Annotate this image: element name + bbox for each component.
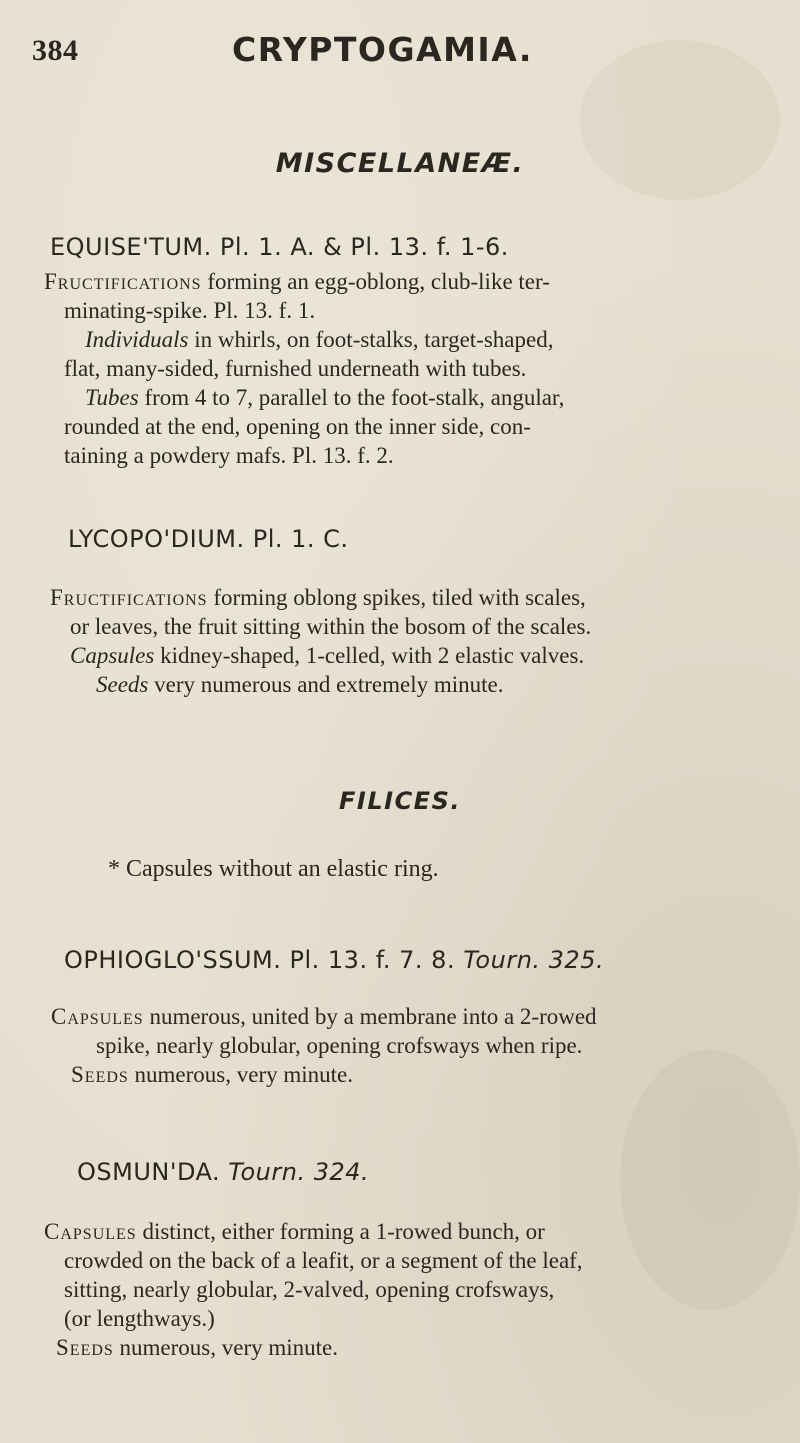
genus-heading-lycopodium <box>68 525 349 553</box>
text-line <box>44 1217 583 1246</box>
text-line <box>50 641 591 670</box>
genus-heading-osmunda <box>77 1158 369 1186</box>
lycopodium-description <box>50 583 591 699</box>
genus-heading-equisetum <box>50 233 509 261</box>
text-line <box>44 267 564 296</box>
line-lead: Tubes <box>85 385 139 410</box>
plate-reference: Pl. 1. C. <box>252 525 349 553</box>
line-text: forming an egg-oblong, club-like ter- <box>201 269 550 294</box>
line-text: taining a powdery mafs. Pl. 13. f. 2. <box>64 443 394 468</box>
text-line <box>44 441 564 470</box>
paper-stain <box>620 1050 800 1310</box>
genus-heading-ophioglossum <box>64 946 604 974</box>
equisetum-description <box>44 267 564 470</box>
osmunda-description <box>44 1217 583 1362</box>
genus-name: LYCOPO'DIUM. <box>68 525 245 553</box>
line-lead: Individuals <box>85 327 189 352</box>
text-line <box>44 325 564 354</box>
text-line <box>44 1275 583 1304</box>
text-line <box>51 1060 597 1089</box>
plate-reference: Pl. 1. A. & Pl. 13. f. 1-6. <box>219 233 509 261</box>
text-line <box>50 670 591 699</box>
text-line <box>44 1246 583 1275</box>
tournefort-reference: Tourn. 324. <box>228 1158 370 1186</box>
line-lead: Fructifications <box>44 269 202 294</box>
line-text: (or lengthways.) <box>64 1306 215 1331</box>
text-line <box>44 383 564 412</box>
line-text: numerous, very minute. <box>113 1335 339 1360</box>
genus-name: EQUISE'TUM. <box>50 233 212 261</box>
text-line <box>50 612 591 641</box>
line-lead: Seeds <box>71 1062 129 1087</box>
text-line <box>50 583 591 612</box>
line-text: in whirls, on foot-stalks, target-shaped, <box>188 327 554 352</box>
text-line <box>44 1333 583 1362</box>
text-line <box>44 1304 583 1333</box>
line-text: from 4 to 7, parallel to the foot-stalk, angular, <box>138 385 565 410</box>
genus-name: OPHIOGLO'SSUM. <box>64 946 282 974</box>
page-number: 384 <box>32 34 79 67</box>
text-line <box>51 1002 597 1031</box>
tournefort-reference: Tourn. 325. <box>463 946 605 974</box>
line-lead: Fructifications <box>50 585 208 610</box>
line-text: numerous, united by a membrane into a 2-rowed <box>143 1004 597 1029</box>
page-header <box>32 28 752 78</box>
running-title: CRYPTOGAMIA. <box>232 30 533 69</box>
line-text: rounded at the end, opening on the inner side, con- <box>64 414 531 439</box>
text-line <box>44 354 564 383</box>
line-text: crowded on the back of a leafit, or a segment of the leaf, <box>64 1248 583 1273</box>
filices-subdivision-note: * Capsules without an elastic ring. <box>108 856 439 882</box>
line-lead: Capsules <box>70 643 155 668</box>
text-line <box>44 296 564 325</box>
line-text: minating-spike. Pl. 13. f. 1. <box>64 298 316 323</box>
ophioglossum-description <box>51 1002 597 1089</box>
section-heading-filices: FILICES. <box>339 787 461 815</box>
line-lead: Seeds <box>56 1335 114 1360</box>
plate-reference: Pl. 13. f. 7. 8. <box>289 946 456 974</box>
line-text: or leaves, the fruit sitting within the bosom of the scales. <box>70 614 592 639</box>
text-line <box>44 412 564 441</box>
line-text: spike, nearly globular, opening crofsways when ripe. <box>96 1033 583 1058</box>
line-text: kidney-shaped, 1-celled, with 2 elastic valves. <box>154 643 585 668</box>
line-text: sitting, nearly globular, 2-valved, opening crofsways, <box>64 1277 555 1302</box>
genus-name: OSMUN'DA. <box>77 1158 221 1186</box>
line-text: very numerous and extremely minute. <box>148 672 504 697</box>
line-text: numerous, very minute. <box>128 1062 354 1087</box>
line-text: forming oblong spikes, tiled with scales, <box>207 585 586 610</box>
section-heading-miscellaneae: MISCELLANEÆ. <box>275 148 525 179</box>
line-text: distinct, either forming a 1-rowed bunch, or <box>136 1219 545 1244</box>
line-text: flat, many-sided, furnished underneath with tubes. <box>64 356 527 381</box>
line-lead: Seeds <box>96 672 149 697</box>
line-lead: Capsules <box>51 1004 144 1029</box>
line-lead: Capsules <box>44 1219 137 1244</box>
text-line <box>51 1031 597 1060</box>
